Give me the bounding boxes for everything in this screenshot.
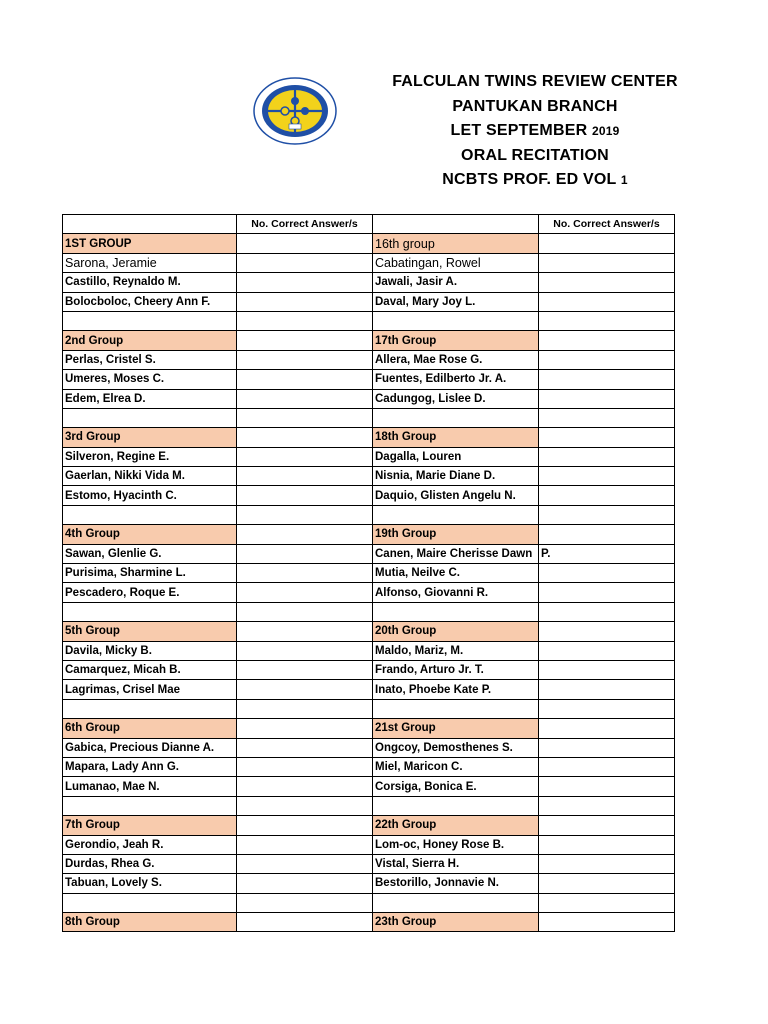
table-row: [63, 505, 675, 524]
score-cell[interactable]: [237, 292, 373, 311]
score-cell[interactable]: [237, 699, 373, 718]
student-name-cell: Cabatingan, Rowel: [373, 253, 539, 272]
score-cell[interactable]: [539, 699, 675, 718]
student-name-cell: [63, 893, 237, 912]
score-cell[interactable]: [237, 273, 373, 292]
student-name-cell: Camarquez, Micah B.: [63, 660, 237, 679]
table-row: [63, 583, 675, 602]
score-cell[interactable]: [237, 564, 373, 583]
student-name-cell: Miel, Maricon C.: [373, 757, 539, 776]
score-cell[interactable]: [237, 253, 373, 272]
score-cell[interactable]: [539, 680, 675, 699]
score-cell[interactable]: [539, 660, 675, 679]
table-row: [63, 408, 675, 427]
score-cell[interactable]: [539, 447, 675, 466]
student-name-cell: [373, 893, 539, 912]
group-name-cell: 20th Group: [373, 622, 539, 641]
group-name-cell: 8th Group: [63, 913, 237, 932]
student-name-cell: Dagalla, Louren: [373, 447, 539, 466]
score-cell[interactable]: [539, 253, 675, 272]
score-cell[interactable]: [237, 719, 373, 738]
score-cell[interactable]: [237, 467, 373, 486]
score-cell[interactable]: [237, 486, 373, 505]
score-cell[interactable]: [539, 854, 675, 873]
score-cell[interactable]: [539, 389, 675, 408]
student-name-cell: [63, 505, 237, 524]
score-cell[interactable]: [539, 292, 675, 311]
score-cell[interactable]: [539, 273, 675, 292]
student-name-cell: Gabica, Precious Dianne A.: [63, 738, 237, 757]
table-row: [63, 292, 675, 311]
student-name-cell: [373, 505, 539, 524]
student-name-cell: Bestorillo, Jonnavie N.: [373, 874, 539, 893]
score-cell[interactable]: [237, 874, 373, 893]
group-header-row: [63, 234, 675, 253]
table-row: [63, 854, 675, 873]
score-cell[interactable]: [237, 350, 373, 369]
score-cell[interactable]: [539, 874, 675, 893]
student-name-cell: [63, 796, 237, 815]
table-row: [63, 602, 675, 621]
student-name-cell: [63, 699, 237, 718]
table-row: [63, 273, 675, 292]
group-name-cell: 5th Group: [63, 622, 237, 641]
header-blank-cell: [63, 215, 237, 234]
group-header-row: [63, 428, 675, 447]
table-row: [63, 486, 675, 505]
score-cell[interactable]: [237, 602, 373, 621]
score-cell[interactable]: [237, 525, 373, 544]
table-row: [63, 544, 675, 563]
score-cell[interactable]: [237, 757, 373, 776]
score-cell[interactable]: [539, 777, 675, 796]
score-cell[interactable]: [237, 913, 373, 932]
group-header-row: [63, 816, 675, 835]
score-cell[interactable]: [539, 467, 675, 486]
student-name-cell: Allera, Mae Rose G.: [373, 350, 539, 369]
group-header-row: [63, 331, 675, 350]
student-name-cell: Lagrimas, Crisel Mae: [63, 680, 237, 699]
score-cell[interactable]: [237, 311, 373, 330]
score-cell[interactable]: [237, 234, 373, 253]
student-name-cell: Gerondio, Jeah R.: [63, 835, 237, 854]
score-cell[interactable]: [237, 370, 373, 389]
score-cell[interactable]: [539, 622, 675, 641]
group-name-cell: 18th Group: [373, 428, 539, 447]
student-name-cell: [373, 602, 539, 621]
student-name-cell: Lumanao, Mae N.: [63, 777, 237, 796]
student-name-cell: Cadungog, Lislee D.: [373, 389, 539, 408]
table-row: [63, 680, 675, 699]
group-header-row: [63, 525, 675, 544]
student-name-cell: Lom-oc, Honey Rose B.: [373, 835, 539, 854]
document-title-block: [380, 70, 690, 193]
student-name-cell: Sarona, Jeramie: [63, 253, 237, 272]
score-cell[interactable]: [539, 738, 675, 757]
group-name-cell: 23th Group: [373, 913, 539, 932]
student-name-cell: Ongcoy, Demosthenes S.: [373, 738, 539, 757]
student-name-cell: Durdas, Rhea G.: [63, 854, 237, 873]
score-cell[interactable]: [539, 602, 675, 621]
group-name-cell: 21st Group: [373, 719, 539, 738]
group-name-cell: 19th Group: [373, 525, 539, 544]
recitation-score-table: [62, 214, 675, 932]
score-cell[interactable]: [539, 564, 675, 583]
score-cell[interactable]: [539, 234, 675, 253]
student-name-cell: Frando, Arturo Jr. T.: [373, 660, 539, 679]
student-name-cell: Pescadero, Roque E.: [63, 583, 237, 602]
student-name-cell: Corsiga, Bonica E.: [373, 777, 539, 796]
table-row: [63, 641, 675, 660]
title-activity: ORAL RECITATION: [461, 146, 609, 164]
score-cell[interactable]: [539, 757, 675, 776]
student-name-cell: Canen, Maire Cherisse Dawn: [373, 544, 539, 563]
score-cell[interactable]: [237, 680, 373, 699]
score-cell[interactable]: [237, 583, 373, 602]
score-cell[interactable]: [237, 505, 373, 524]
title-branch: PANTUKAN BRANCH: [452, 97, 618, 115]
score-cell[interactable]: [237, 408, 373, 427]
score-column-header: No. Correct Answer/s: [237, 215, 373, 234]
table-row: [63, 777, 675, 796]
title-subject-text: NCBTS PROF. ED VOL: [442, 171, 617, 188]
title-subject-vol: 1: [620, 173, 628, 187]
group-name-cell: 7th Group: [63, 816, 237, 835]
student-name-cell: [63, 311, 237, 330]
score-cell[interactable]: [539, 796, 675, 815]
title-center-name: FALCULAN TWINS REVIEW CENTER: [392, 73, 678, 90]
group-name-cell: 22th Group: [373, 816, 539, 835]
student-name-cell: [373, 311, 539, 330]
score-cell[interactable]: [237, 893, 373, 912]
score-cell[interactable]: [539, 331, 675, 350]
student-name-cell: Inato, Phoebe Kate P.: [373, 680, 539, 699]
student-name-cell: Fuentes, Edilberto Jr. A.: [373, 370, 539, 389]
title-exam-text: LET SEPTEMBER: [450, 122, 588, 139]
table-row: [63, 253, 675, 272]
score-cell[interactable]: [237, 738, 373, 757]
group-name-cell: 17th Group: [373, 331, 539, 350]
student-name-cell: Davila, Micky B.: [63, 641, 237, 660]
score-cell[interactable]: [539, 428, 675, 447]
group-header-row: [63, 913, 675, 932]
score-cell[interactable]: [539, 913, 675, 932]
table-row: [63, 564, 675, 583]
title-exam-year: 2019: [592, 124, 620, 138]
score-cell[interactable]: [539, 408, 675, 427]
score-cell[interactable]: [539, 350, 675, 369]
student-name-cell: Castillo, Reynaldo M.: [63, 273, 237, 292]
score-cell[interactable]: [539, 486, 675, 505]
table-row: [63, 893, 675, 912]
student-name-cell: Vistal, Sierra H.: [373, 854, 539, 873]
group-header-row: [63, 622, 675, 641]
score-cell[interactable]: [237, 544, 373, 563]
score-cell[interactable]: [237, 389, 373, 408]
student-name-cell: [63, 408, 237, 427]
group-name-cell: 2nd Group: [63, 331, 237, 350]
score-cell[interactable]: [237, 641, 373, 660]
student-name-cell: Edem, Elrea D.: [63, 389, 237, 408]
student-name-cell: [373, 408, 539, 427]
student-name-cell: Silveron, Regine E.: [63, 447, 237, 466]
table-row: [63, 796, 675, 815]
table-row: [63, 447, 675, 466]
score-cell[interactable]: [539, 816, 675, 835]
score-cell[interactable]: [539, 835, 675, 854]
title-exam: [380, 119, 690, 144]
group-name-cell: 3rd Group: [63, 428, 237, 447]
student-name-cell: [373, 796, 539, 815]
student-name-cell: Maldo, Mariz, M.: [373, 641, 539, 660]
score-cell[interactable]: [539, 370, 675, 389]
student-name-cell: Mutia, Neilve C.: [373, 564, 539, 583]
student-name-cell: Tabuan, Lovely S.: [63, 874, 237, 893]
score-cell[interactable]: [237, 816, 373, 835]
student-name-cell: Gaerlan, Nikki Vida M.: [63, 467, 237, 486]
student-name-cell: Daquio, Glisten Angelu N.: [373, 486, 539, 505]
score-cell[interactable]: [539, 719, 675, 738]
score-cell[interactable]: [237, 796, 373, 815]
group-name-cell: 6th Group: [63, 719, 237, 738]
score-cell[interactable]: [237, 331, 373, 350]
table-row: [63, 370, 675, 389]
table-row: [63, 738, 675, 757]
table-row: [63, 350, 675, 369]
table-header-row: [63, 215, 675, 234]
table-row: [63, 874, 675, 893]
score-cell[interactable]: [539, 583, 675, 602]
student-name-cell: Sawan, Glenlie G.: [63, 544, 237, 563]
student-name-cell: Umeres, Moses C.: [63, 370, 237, 389]
score-cell[interactable]: [237, 447, 373, 466]
table-row: [63, 467, 675, 486]
group-name-cell: 1ST GROUP: [63, 234, 237, 253]
group-name-cell: 16th group: [373, 234, 539, 253]
student-name-cell: Alfonso, Giovanni R.: [373, 583, 539, 602]
score-column-header: No. Correct Answer/s: [539, 215, 675, 234]
table-row: [63, 757, 675, 776]
title-subject: [380, 168, 690, 193]
score-cell[interactable]: [237, 835, 373, 854]
group-header-row: [63, 719, 675, 738]
group-name-cell: 4th Group: [63, 525, 237, 544]
score-cell[interactable]: [237, 854, 373, 873]
table-row: [63, 835, 675, 854]
review-center-logo: [253, 77, 337, 145]
score-cell[interactable]: [237, 777, 373, 796]
header-blank-cell: [373, 215, 539, 234]
table-row: [63, 311, 675, 330]
score-cell[interactable]: [237, 622, 373, 641]
student-name-cell: Jawali, Jasir A.: [373, 273, 539, 292]
table-row: [63, 389, 675, 408]
student-name-cell: Nisnia, Marie Diane D.: [373, 467, 539, 486]
student-name-cell: Daval, Mary Joy L.: [373, 292, 539, 311]
table-row: [63, 699, 675, 718]
score-cell[interactable]: [539, 893, 675, 912]
student-name-cell: Estomo, Hyacinth C.: [63, 486, 237, 505]
student-name-cell: [63, 602, 237, 621]
student-name-cell: Bolocboloc, Cheery Ann F.: [63, 292, 237, 311]
student-name-cell: [373, 699, 539, 718]
score-cell[interactable]: [539, 641, 675, 660]
score-cell[interactable]: [539, 505, 675, 524]
score-cell[interactable]: [237, 428, 373, 447]
score-cell[interactable]: [539, 525, 675, 544]
student-name-cell: Purisima, Sharmine L.: [63, 564, 237, 583]
table-row: [63, 660, 675, 679]
student-name-cell: Perlas, Cristel S.: [63, 350, 237, 369]
score-cell[interactable]: [237, 660, 373, 679]
score-cell[interactable]: P.: [539, 544, 675, 563]
student-name-cell: Mapara, Lady Ann G.: [63, 757, 237, 776]
score-cell[interactable]: [539, 311, 675, 330]
